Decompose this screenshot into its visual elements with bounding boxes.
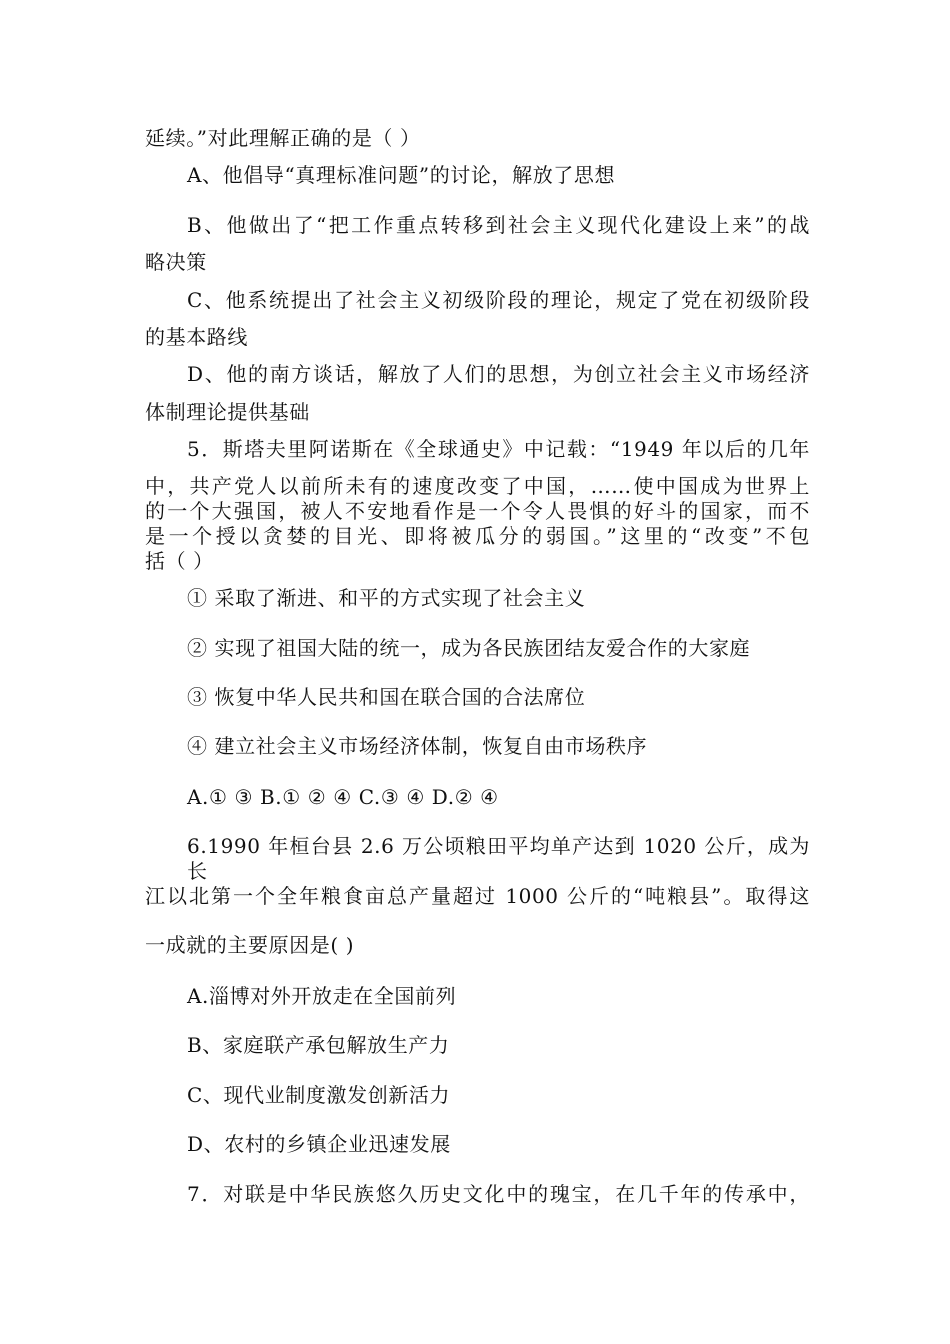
question-5-text: 的一个大强国，被人不安地看作是一个令人畏惧的好斗的国家，而不 [145, 499, 810, 523]
option-b: B、家庭联产承包解放生产力 [187, 1033, 450, 1057]
option-b: B、他做出了“把工作重点转移到社会主义现代化建设上来”的战 [187, 213, 810, 237]
text-line: 延续。”对此理解正确的是（ ） [145, 126, 421, 150]
option-d-cont: 体制理论提供基础 [145, 400, 310, 424]
statement-2: ② 实现了祖国大陆的统一，成为各民族团结友爱合作的大家庭 [187, 636, 751, 660]
option-c: C、他系统提出了社会主义初级阶段的理论，规定了党在初级阶段 [187, 288, 810, 312]
statement-4: ④ 建立社会主义市场经济体制，恢复自由市场秩序 [187, 734, 648, 758]
question-5: 5．斯塔夫里阿诺斯在《全球通史》中记载：“1949 年以后的几年 [187, 437, 810, 461]
question-6-text: 江以北第一个全年粮食亩总产量超过 1000 公斤的“吨粮县”。取得这 [145, 884, 810, 908]
option-c-cont: 的基本路线 [145, 325, 248, 349]
option-c: C、现代业制度激发创新活力 [187, 1083, 451, 1107]
answer-options: A.① ③ B.① ② ④ C.③ ④ D.② ④ [187, 785, 499, 809]
question-5-text: 括（ ） [145, 549, 214, 573]
option-d: D、他的南方谈话，解放了人们的思想，为创立社会主义市场经济 [187, 362, 810, 386]
option-d: D、农村的乡镇企业迅速发展 [187, 1132, 451, 1156]
question-6-text: 一成就的主要原因是( ) [145, 933, 355, 957]
question-7: 7．对联是中华民族悠久历史文化中的瑰宝，在几千年的传承中， [187, 1182, 810, 1206]
option-b-cont: 略决策 [145, 250, 207, 274]
option-a: A、他倡导“真理标准问题”的讨论，解放了思想 [187, 163, 616, 187]
statement-1: ① 采取了渐进、和平的方式实现了社会主义 [187, 586, 586, 610]
statement-3: ③ 恢复中华人民共和国在联合国的合法席位 [187, 685, 586, 709]
question-5-text: 中，共产党人以前所未有的速度改变了中国，……使中国成为世界上 [145, 474, 810, 498]
question-6: 6.1990 年桓台县 2.6 万公顷粮田平均单产达到 1020 公斤，成为长 [187, 834, 810, 883]
question-5-text: 是一个授以贪婪的目光、即将被瓜分的弱国。”这里的“改变”不包 [145, 524, 810, 548]
option-a: A.淄博对外开放走在全国前列 [187, 984, 457, 1008]
